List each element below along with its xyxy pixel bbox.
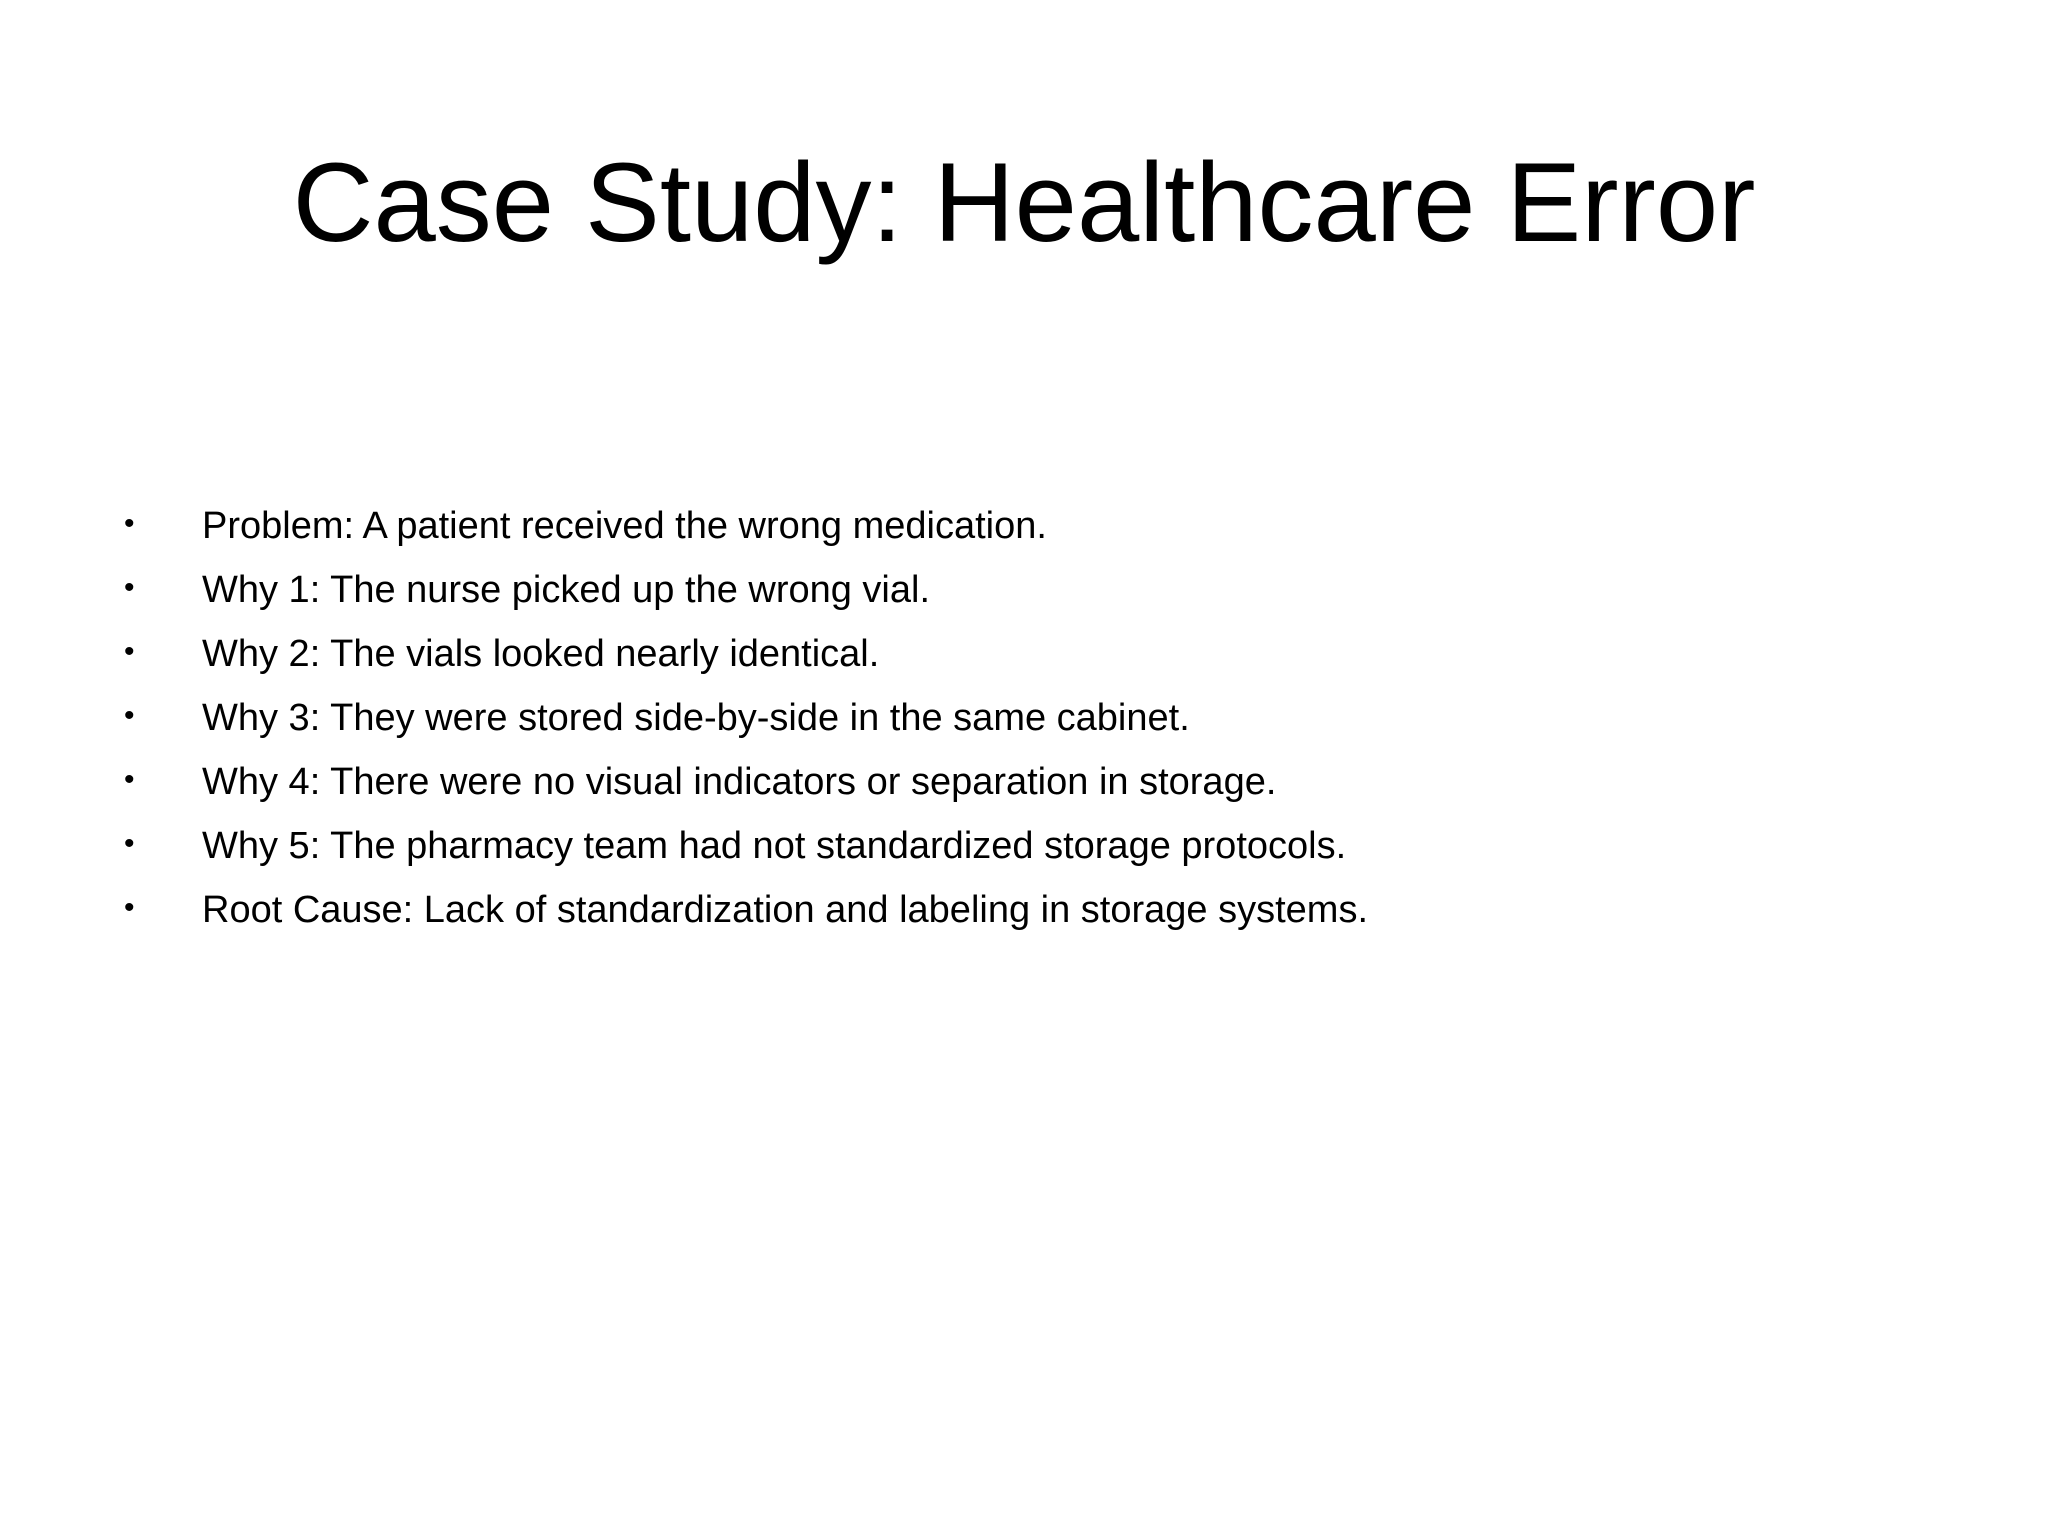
bullet-text: Why 3: They were stored side-by-side in the same cabinet.	[202, 697, 1190, 739]
bullet-item-problem	[124, 494, 1924, 558]
bullet-list	[124, 494, 1924, 942]
bullet-icon: •	[124, 635, 135, 668]
bullet-item-why-3	[124, 686, 1924, 750]
bullet-icon: •	[124, 827, 135, 860]
bullet-item-root-cause	[124, 878, 1924, 942]
bullet-text: Why 5: The pharmacy team had not standardized storage protocols.	[202, 825, 1347, 867]
bullet-icon: •	[124, 763, 135, 796]
bullet-text: Why 1: The nurse picked up the wrong vial.	[202, 569, 931, 611]
bullet-text: Problem: A patient received the wrong medication.	[202, 505, 1047, 547]
bullet-item-why-5	[124, 814, 1924, 878]
bullet-icon: •	[124, 507, 135, 540]
bullet-icon: •	[124, 699, 135, 732]
slide-title: Case Study: Healthcare Error	[292, 140, 1756, 265]
bullet-text: Root Cause: Lack of standardization and labeling in storage systems.	[202, 889, 1368, 931]
bullet-icon: •	[124, 571, 135, 604]
bullet-text: Why 4: There were no visual indicators or separation in storage.	[202, 761, 1277, 803]
bullet-item-why-1	[124, 558, 1924, 622]
bullet-item-why-4	[124, 750, 1924, 814]
bullet-icon: •	[124, 891, 135, 924]
bullet-text: Why 2: The vials looked nearly identical.	[202, 633, 880, 675]
bullet-item-why-2	[124, 622, 1924, 686]
